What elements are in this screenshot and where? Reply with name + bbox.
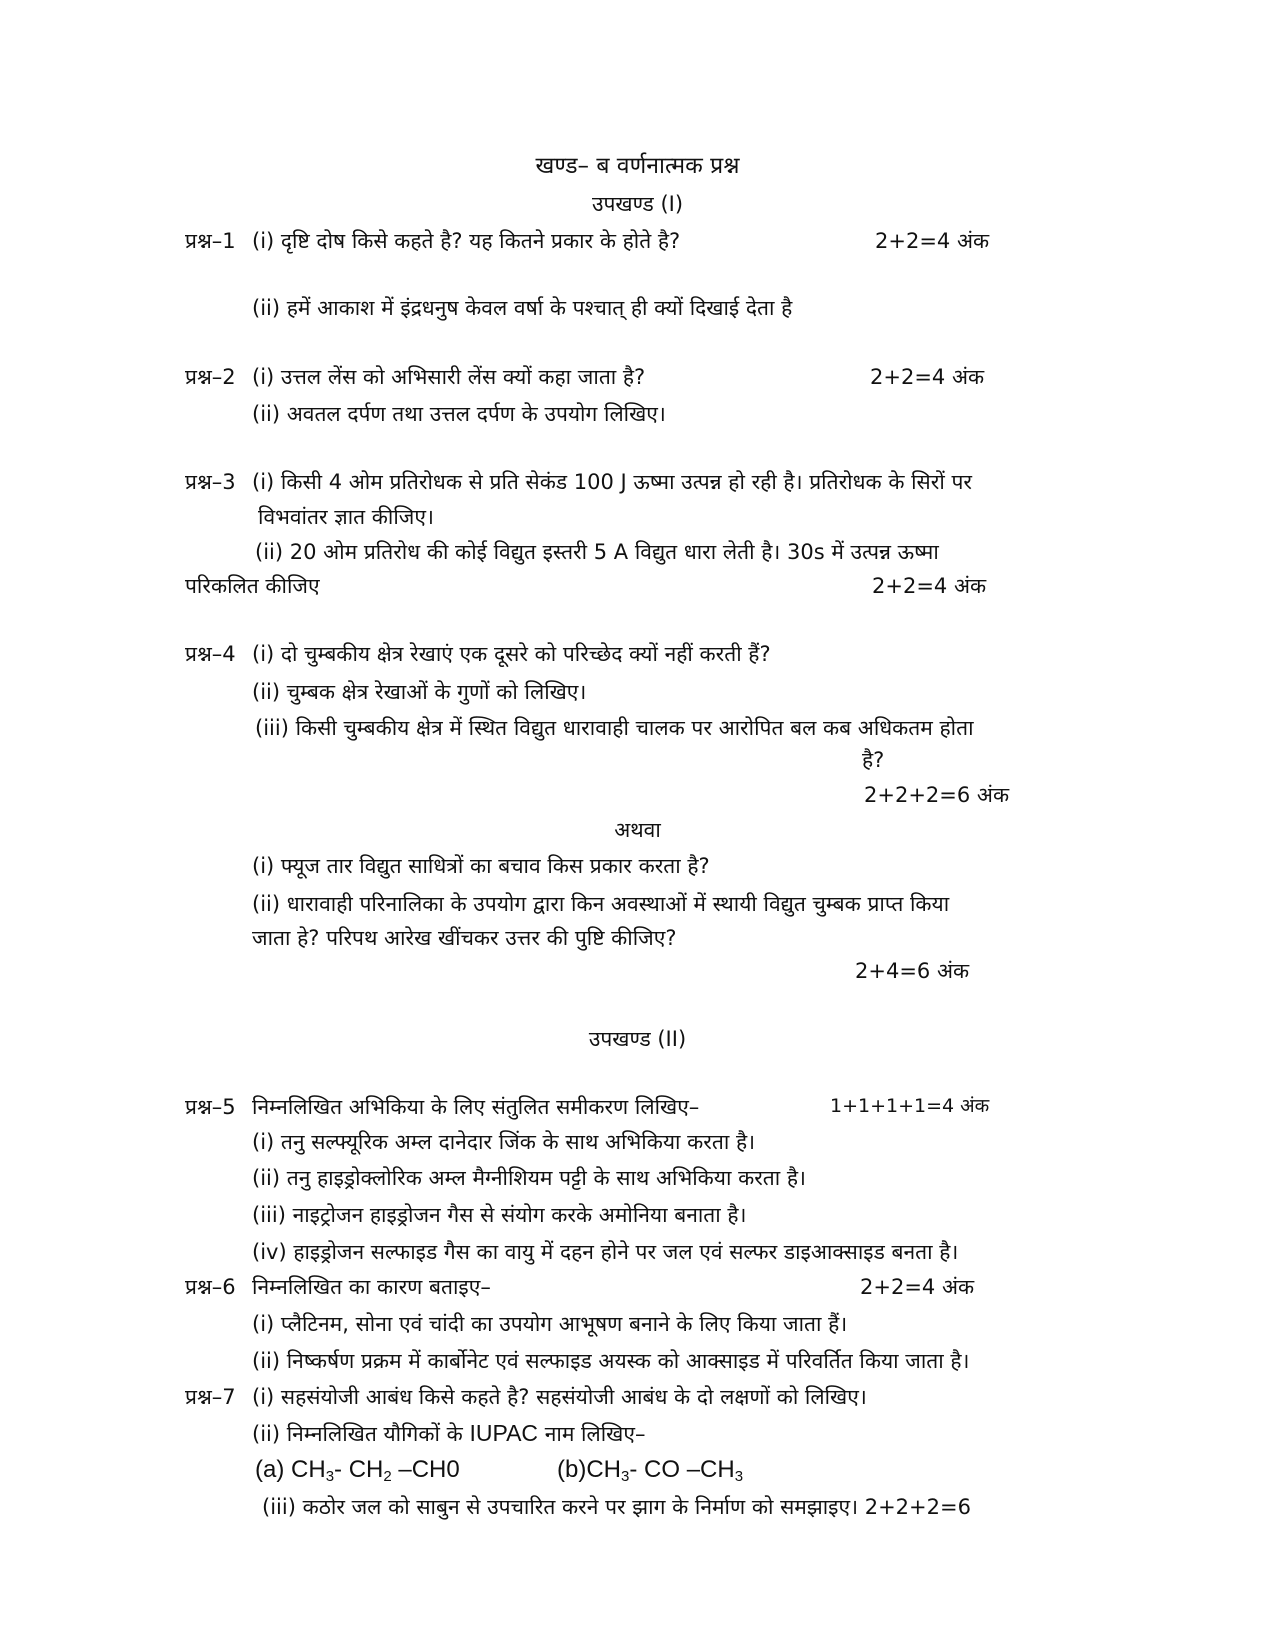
subsection-1-title: उपखण्ड (I) xyxy=(591,192,684,216)
q3-part-i-line1: (i) किसी 4 ओम प्रतिरोधक से प्रति सेकंड 100 J ऊष्मा उत्पन्न हो रही है। प्रतिरोधक के सिरों पर xyxy=(252,470,972,494)
q3-part-ii-line1: (ii) 20 ओम प्रतिरोध की कोई विद्युत इस्तरी 5 A विद्युत धारा लेती है। 30s में उत्पन्न ऊष्मा xyxy=(255,540,939,564)
q3-part-i-line2: विभवांतर ज्ञात कीजिए। xyxy=(258,505,434,529)
q6-part-ii: (ii) निष्कर्षण प्रक्रम में कार्बोनेट एवं सल्फाइड अयस्क को आक्साइड में परिवर्तित किया जाता है। xyxy=(252,1349,970,1373)
q7-part-ii xyxy=(252,1420,645,1448)
q7-compound-a xyxy=(255,1456,460,1486)
q7-compound-b xyxy=(557,1456,743,1486)
q4-alt-part-ii-line1: (ii) धारावाही परिनालिका के उपयोग द्वारा किन अवस्थाओं में स्थायी विद्युत चुम्बक प्राप्त किया xyxy=(252,892,950,916)
q7-compound-a-formula: $CH_3-$ $CH_2$ –CH0 xyxy=(291,1456,460,1485)
q3-part-ii-line2: परिकलित कीजिए xyxy=(185,574,320,598)
q4-alt-part-i: (i) फ्यूज तार विद्युत साधित्रों का बचाव किस प्रकार करता है? xyxy=(252,854,710,878)
q5-part-iii: (iii) नाइट्रोजन हाइड्रोजन गैस से संयोग करके अमोनिया बनाता है। xyxy=(252,1203,747,1227)
q6-label: प्रश्न–6 xyxy=(185,1275,236,1299)
q4-alt-marks: 2+4=6 अंक xyxy=(855,959,970,983)
q2-marks: 2+2=4 अंक xyxy=(870,365,985,389)
q1-label: प्रश्न–1 xyxy=(185,229,236,253)
q2-part-ii: (ii) अवतल दर्पण तथा उत्तल दर्पण के उपयोग लिखिए। xyxy=(252,402,666,426)
q5-marks: 1+1+1+1=4 अंक xyxy=(830,1095,990,1117)
q7-iupac-term: IUPAC xyxy=(469,1420,539,1446)
q2-label: प्रश्न–2 xyxy=(185,365,236,389)
q5-part-iv: (iv) हाइड्रोजन सल्फाइड गैस का वायु में दहन होने पर जल एवं सल्फर डाइआक्साइड बनता है। xyxy=(252,1240,959,1264)
q6-stem: निम्नलिखित का कारण बताइए– xyxy=(252,1275,491,1299)
q7-part-ii-text-end: नाम लिखिए– xyxy=(544,1422,646,1446)
q1-marks: 2+2=4 अंक xyxy=(875,229,990,253)
q7-part-ii-text: (ii) निम्नलिखित यौगिकों के xyxy=(252,1422,463,1446)
q4-part-ii: (ii) चुम्बक क्षेत्र रेखाओं के गुणों को लिखिए। xyxy=(252,680,587,704)
subsection-2-title: उपखण्ड (II) xyxy=(588,1027,687,1051)
q2-part-i: (i) उत्तल लेंस को अभिसारी लेंस क्यों कहा जाता है? xyxy=(252,365,646,389)
q4-label: प्रश्न–4 xyxy=(185,642,236,666)
q4-alt-part-ii-line2: जाता हे? परिपथ आरेख खींचकर उत्तर की पुष्टि कीजिए? xyxy=(252,926,677,950)
q7-compound-a-label: (a) xyxy=(255,1456,285,1483)
q4-part-iii-line1: (iii) किसी चुम्बकीय क्षेत्र में स्थित विद्युत धारावाही चालक पर आरोपित बल कब अधिकतम होता xyxy=(255,716,974,740)
q4-part-iii-line2: है? xyxy=(862,748,885,772)
q5-part-ii: (ii) तनु हाइड्रोक्लोरिक अम्ल मैग्नीशियम पट्टी के साथ अभिकिया करता है। xyxy=(252,1166,806,1190)
q7-compound-b-label: (b) xyxy=(557,1456,587,1483)
q3-label: प्रश्न–3 xyxy=(185,470,236,494)
q4-or-separator: अथवा xyxy=(614,818,661,842)
q4-part-i: (i) दो चुम्बकीय क्षेत्र रेखाएं एक दूसरे को परिच्छेद क्यों नहीं करती हैं? xyxy=(252,642,771,666)
q7-part-iii: (iii) कठोर जल को साबुन से उपचारित करने पर झाग के निर्माण को समझाइए। 2+2+2=6 xyxy=(262,1495,971,1519)
q1-part-i: (i) दृष्टि दोष किसे कहते है? यह कितने प्रकार के होते है? xyxy=(252,229,681,253)
q5-label: प्रश्न–5 xyxy=(185,1095,236,1119)
q7-compound-b-formula: $CH_3-$ CO $-CH_3$ xyxy=(586,1456,744,1485)
q1-part-ii: (ii) हमें आकाश में इंद्रधनुष केवल वर्षा के पश्चात् ही क्यों दिखाई देता है xyxy=(252,296,793,320)
q6-part-i: (i) प्लैटिनम, सोना एवं चांदी का उपयोग आभूषण बनाने के लिए किया जाता हैं। xyxy=(252,1312,848,1336)
section-title: खण्ड– ब वर्णनात्मक प्रश्न xyxy=(535,153,740,179)
q5-part-i: (i) तनु सल्फ्यूरिक अम्ल दानेदार जिंक के साथ अभिकिया करता है। xyxy=(252,1130,756,1154)
q4-marks: 2+2+2=6 अंक xyxy=(864,783,1010,807)
q7-label: प्रश्न–7 xyxy=(185,1385,236,1409)
q6-marks: 2+2=4 अंक xyxy=(860,1275,975,1299)
q5-stem: निम्नलिखित अभिकिया के लिए संतुलित समीकरण लिखिए– xyxy=(252,1095,700,1119)
q7-part-i: (i) सहसंयोजी आबंध किसे कहते है? सहसंयोजी आबंध के दो लक्षणों को लिखिए। xyxy=(252,1385,867,1409)
q3-marks: 2+2=4 अंक xyxy=(872,574,987,598)
